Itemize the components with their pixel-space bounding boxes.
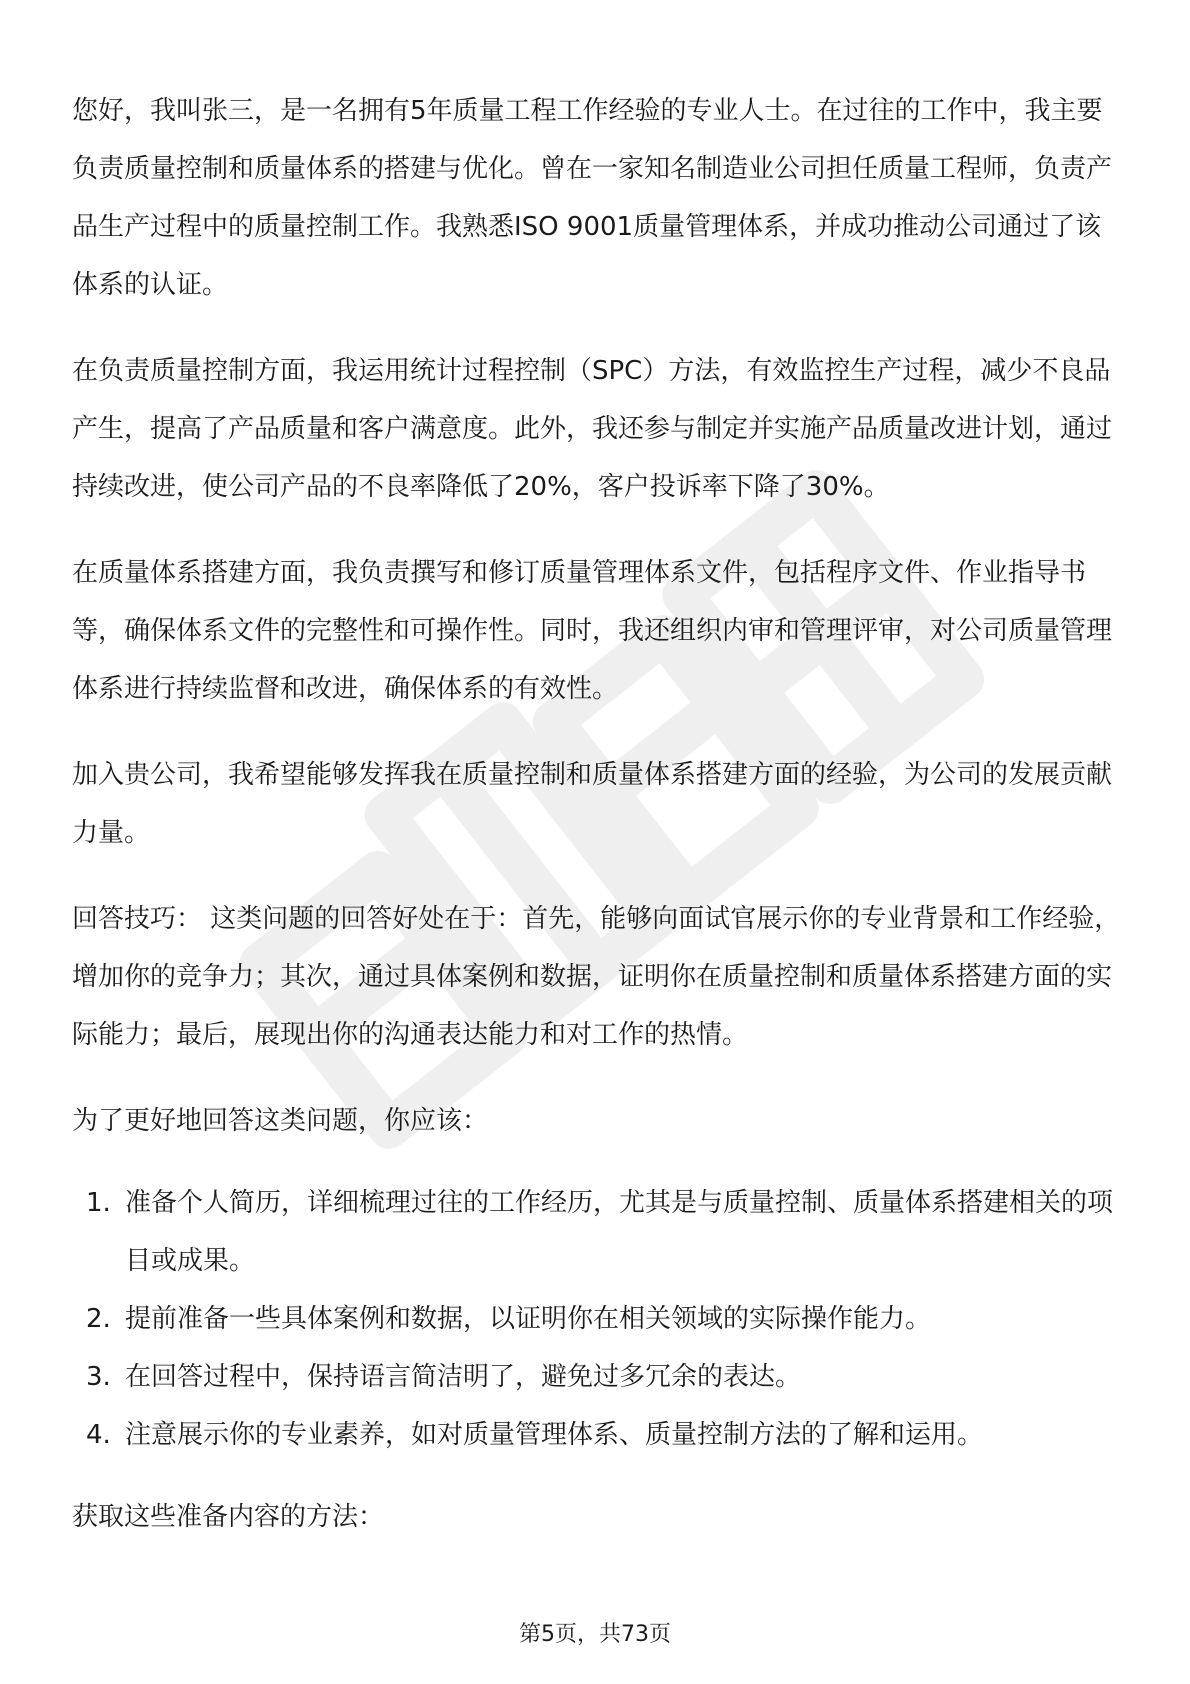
- quality-system-paragraph: 在质量体系搭建方面，我负责撰写和修订质量管理体系文件，包括程序文件、作业指导书等，确保体系文件的完整性和可操作性。同时，我还组织内审和管理评审，对公司质量管理体系进行持续监督和改进，确保体系的有效性。: [72, 558, 1113, 704]
- list-item-text: 提前准备一些具体案例和数据，以证明你在相关领域的实际操作能力。: [125, 1304, 932, 1334]
- preparation-intro: 为了更好地回答这类问题，你应该：: [72, 1106, 489, 1136]
- list-item-number: 2.: [86, 1304, 111, 1334]
- list-item-number: 1.: [86, 1188, 111, 1218]
- methods-heading: 获取这些准备内容的方法：: [72, 1502, 385, 1532]
- list-item: [72, 1174, 1122, 1290]
- preparation-list: [72, 1174, 1122, 1464]
- list-item-number: 4.: [86, 1420, 111, 1450]
- list-item-text: 准备个人简历，详细梳理过往的工作经历，尤其是与质量控制、质量体系搭建相关的项目或成果。: [125, 1188, 1114, 1276]
- answer-tips-paragraph: 回答技巧： 这类问题的回答好处在于：首先，能够向面试官展示你的专业背景和工作经验，增加你的竞争力；其次，通过具体案例和数据，证明你在质量控制和质量体系搭建方面的实际能力；最后，展现出你的沟通表达能力和对工作的热情。: [72, 904, 1121, 1050]
- intro-paragraph: 您好，我叫张三，是一名拥有5年质量工程工作经验的专业人士。在过往的工作中，我主要负责质量控制和质量体系的搭建与优化。曾在一家知名制造业公司担任质量工程师，负责产品生产过程中的质量控制工作。我熟悉ISO 9001质量管理体系，并成功推动公司通过了该体系的认证。: [72, 96, 1113, 300]
- document-body: [72, 82, 1122, 1574]
- motivation-paragraph: 加入贵公司，我希望能够发挥我在质量控制和质量体系搭建方面的经验，为公司的发展贡献力量。: [72, 760, 1113, 848]
- list-item-text: 注意展示你的专业素养，如对质量管理体系、质量控制方法的了解和运用。: [125, 1420, 984, 1450]
- list-item: [72, 1290, 1122, 1348]
- list-item: [72, 1348, 1122, 1406]
- quality-control-paragraph: 在负责质量控制方面，我运用统计过程控制（SPC）方法，有效监控生产过程，减少不良品产生，提高了产品质量和客户满意度。此外，我还参与制定并实施产品质量改进计划，通过持续改进，使公司产品的不良率降低了20%，客户投诉率下降了30%。: [72, 356, 1113, 502]
- list-item-number: 3.: [86, 1362, 111, 1392]
- page-number-footer: 第5页，共73页: [519, 1622, 671, 1647]
- list-item: [72, 1406, 1122, 1464]
- list-item-text: 在回答过程中，保持语言简洁明了，避免过多冗余的表达。: [125, 1362, 802, 1392]
